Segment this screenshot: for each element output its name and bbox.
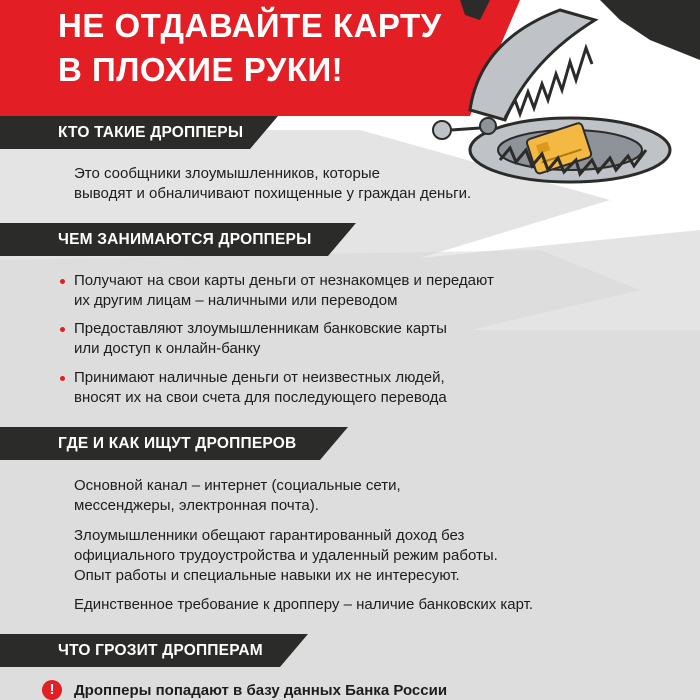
text-line: Это сообщники злоумышленников, которые [74, 165, 380, 182]
title-line-2: В ПЛОХИЕ РУКИ! [58, 51, 344, 88]
section-header-who [0, 116, 250, 149]
exclamation-icon: ! [42, 680, 62, 700]
text-line: официального трудоустройства и удаленный режим работы. [74, 547, 498, 564]
section-header-what [0, 223, 328, 256]
text-line: Единственное требование к дропперу – наличие банковских карт. [74, 596, 534, 613]
page-title [58, 4, 442, 92]
section-title: ЧЕМ ЗАНИМАЮТСЯ ДРОППЕРЫ [58, 230, 312, 248]
warning-row [42, 680, 447, 700]
section-title: ЧТО ГРОЗИТ ДРОППЕРАМ [58, 641, 263, 659]
who-description [74, 164, 471, 204]
where-paragraph-1 [74, 476, 401, 516]
list-item [60, 271, 494, 311]
list-item [60, 319, 447, 359]
text-line: Получают на свои карты деньги от незнакомцев и передают [74, 272, 494, 289]
title-line-1: НЕ ОТДАВАЙТЕ КАРТУ [58, 7, 442, 44]
text-line: мессенджеры, электронная почта). [74, 497, 319, 514]
text-line: Опыт работы и специальные навыки их не интересуют. [74, 567, 460, 584]
bullet-icon [60, 327, 65, 332]
text-line: их другим лицам – наличными или переводом [74, 292, 398, 309]
where-paragraph-3 [74, 595, 533, 615]
where-paragraph-2 [74, 526, 498, 586]
text-line: выводят и обналичивают похищенные у граждан деньги. [74, 185, 472, 202]
section-title: КТО ТАКИЕ ДРОППЕРЫ [58, 123, 244, 141]
bullet-icon [60, 376, 65, 381]
section-header-where [0, 427, 320, 460]
list-item [60, 368, 447, 408]
bullet-icon [60, 279, 65, 284]
warning-text: Дропперы попадают в базу данных Банка России [74, 681, 448, 699]
text-line: Основной канал – интернет (социальные сети, [74, 477, 401, 494]
text-line: или доступ к онлайн-банку [74, 340, 261, 357]
text-line: Предоставляют злоумышленникам банковские карты [74, 320, 447, 337]
text-line: Злоумышленники обещают гарантированный доход без [74, 527, 465, 544]
text-line: вносят их на свои счета для последующего перевода [74, 389, 447, 406]
text-line: Принимают наличные деньги от неизвестных людей, [74, 369, 445, 386]
section-title: ГДЕ И КАК ИЩУТ ДРОППЕРОВ [58, 434, 297, 452]
section-header-threat [0, 634, 280, 667]
